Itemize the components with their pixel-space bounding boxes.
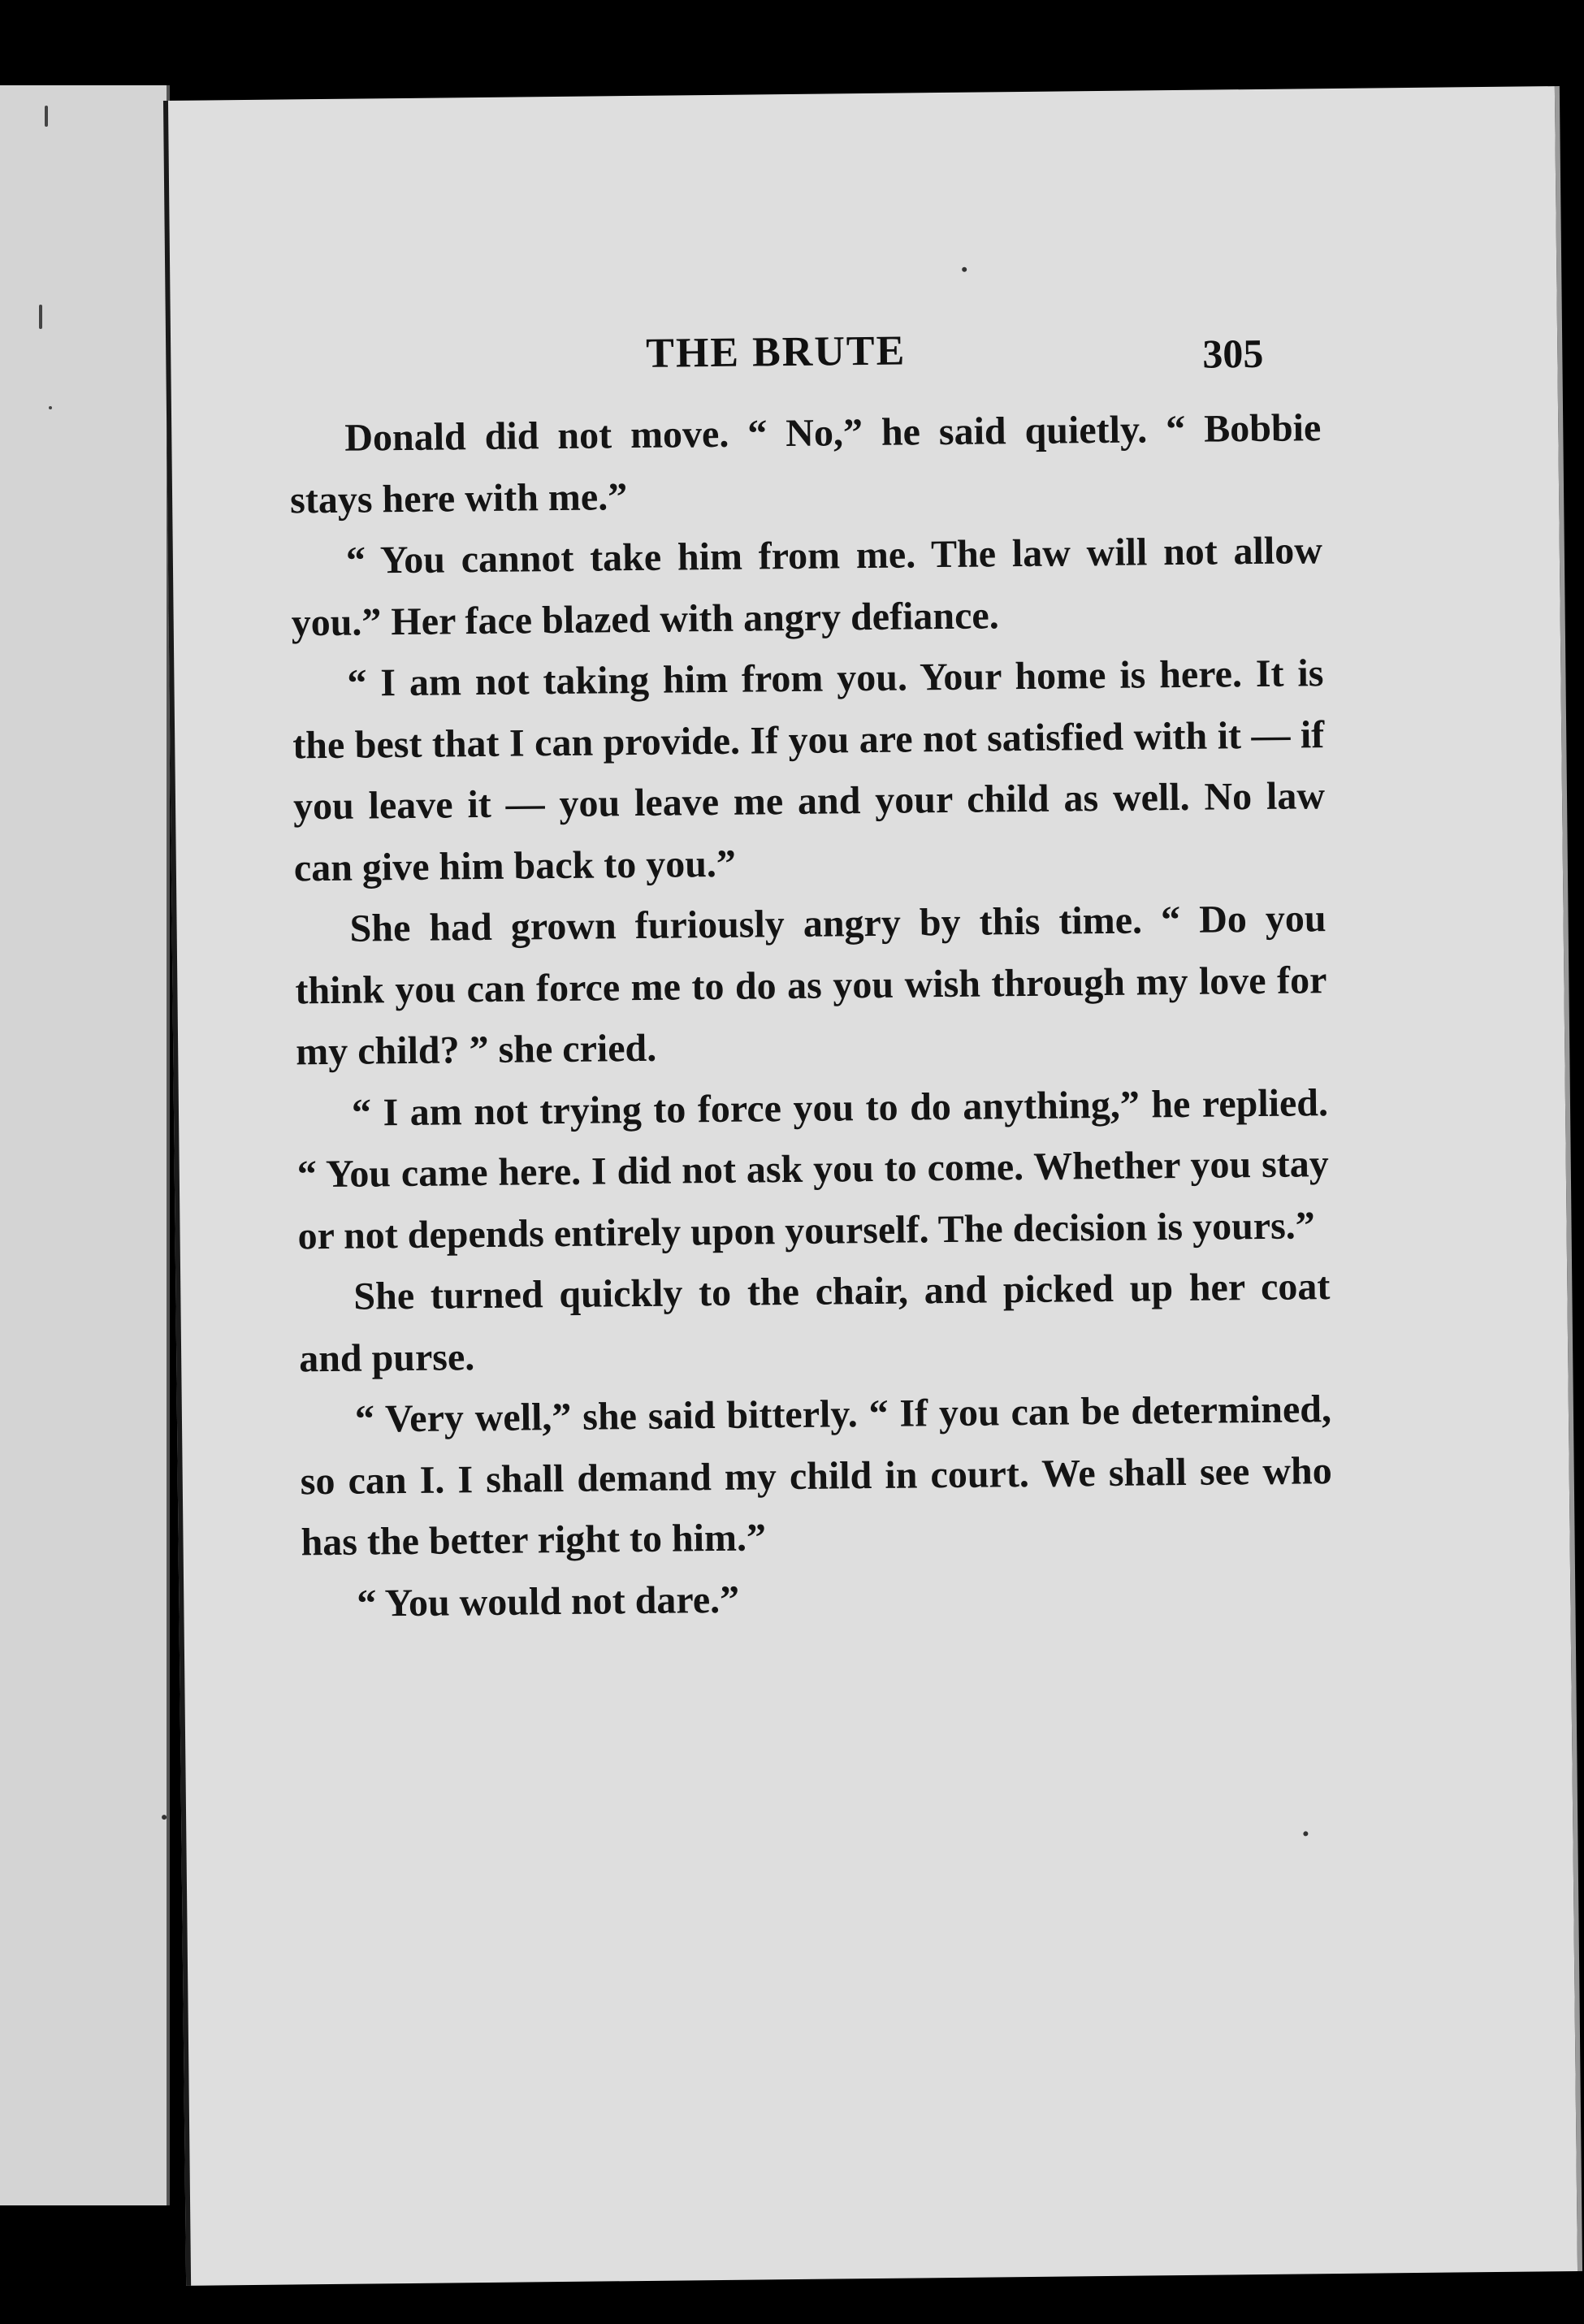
paragraph: “ I am not trying to force you to do anything,” he replied. “ You came here. I did not ask you to come. Whether you stay or not depends entirely upon yourself. The decision is yours.” <box>296 1080 1330 1257</box>
body-text <box>289 397 1334 1634</box>
paragraph: She turned quickly to the chair, and picked up her coat and purse. <box>298 1265 1331 1380</box>
paragraph: She had grown furiously angry by this time. “ Do you think you can force me to do as you wish through my love for my child? ” she cried. <box>295 897 1327 1074</box>
paragraph: “ You would not dare.” <box>357 1577 740 1625</box>
paper-speck <box>162 1815 167 1820</box>
paragraph: “ I am not taking him from you. Your home is here. It is the best that I can provide. If you are not satisfied with it — if you leave it — you leave me and your child as well. No law can give him back to you.” <box>292 651 1326 889</box>
paper-speck <box>962 267 967 272</box>
book-page <box>163 86 1578 2286</box>
paragraph: Donald did not move. “ No,” he said quietly. “ Bobbie stays here with me.” <box>289 406 1322 521</box>
facing-page-edge <box>0 85 170 2205</box>
paper-speck <box>1303 1831 1308 1836</box>
page-number: 305 <box>1202 330 1264 377</box>
facing-page-mark <box>45 106 48 127</box>
facing-page-mark <box>49 406 52 409</box>
running-head-title: THE BRUTE <box>645 327 907 377</box>
paragraph: “ Very well,” she said bitterly. “ If you can be determined, so can I. I shall demand my child in court. We shall see who has the better right to him.” <box>300 1387 1332 1564</box>
facing-page-mark <box>39 305 42 329</box>
paragraph: “ You cannot take him from me. The law will not allow you.” Her face blazed with angry defiance. <box>291 529 1323 644</box>
running-head <box>171 320 1558 392</box>
page-edge-shadow <box>1555 86 1582 2271</box>
